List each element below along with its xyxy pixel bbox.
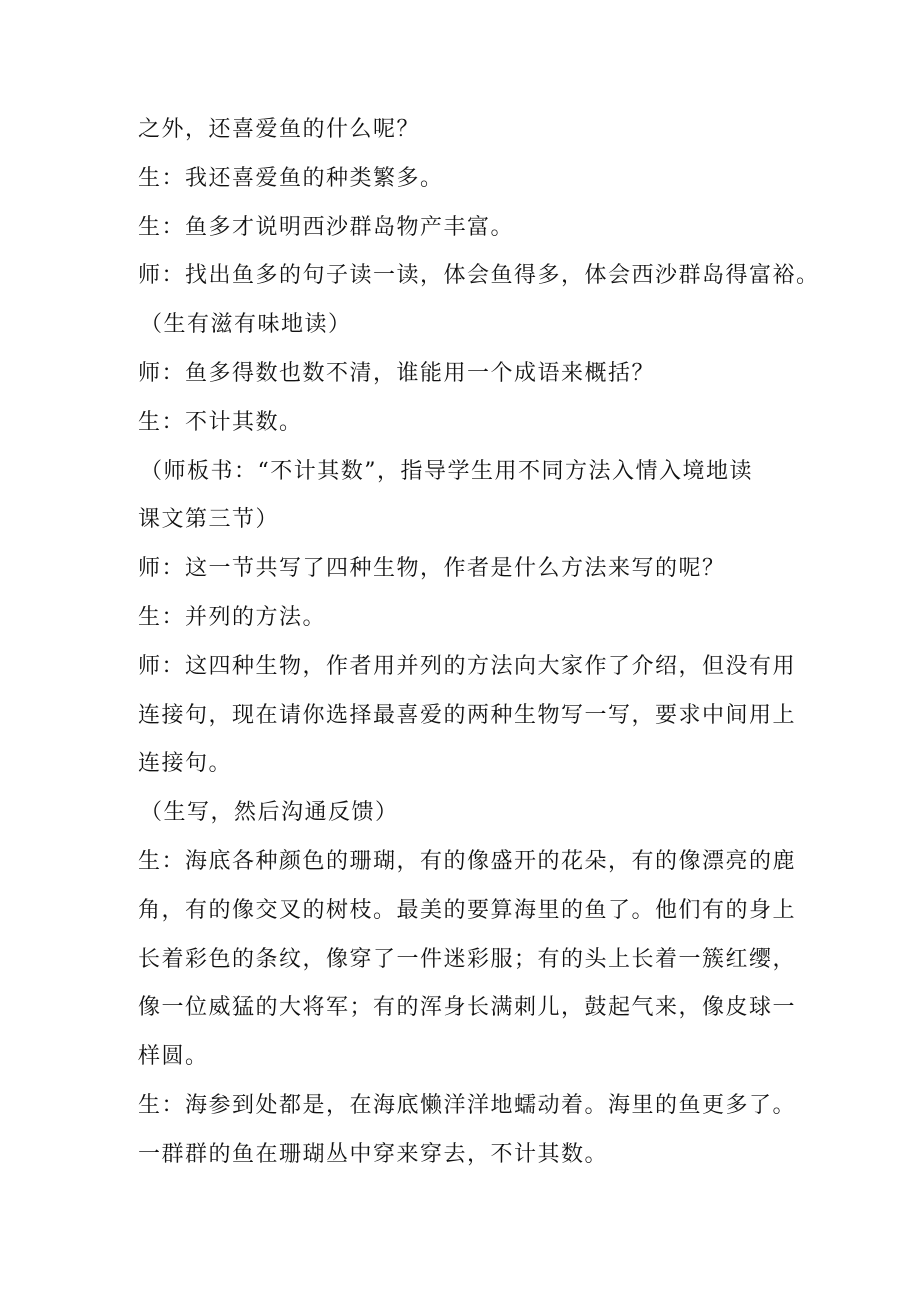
text-line: 样圆。 (138, 1044, 209, 1070)
text-line: 长着彩色的条纹，像穿了一件迷彩服；有的头上长着一簇红缨， (138, 946, 797, 972)
text-line: （师板书：“不计其数”，指导学生用不同方法入情入境地读 (140, 458, 753, 484)
text-line: 生：海底各种颜色的珊瑚，有的像盛开的花朵，有的像漂亮的鹿 (138, 848, 797, 874)
text-line: 课文第三节） (138, 507, 280, 533)
text-line: 生：我还喜爱鱼的种类繁多。 (138, 165, 444, 191)
text-line: 师：找出鱼多的句子读一读，体会鱼得多，体会西沙群岛得富裕。 (138, 263, 820, 289)
text-line: 师：这一节共写了四种生物，作者是什么方法来写的呢？ (138, 556, 726, 582)
text-line: 生：海参到处都是，在海底懒洋洋地蠕动着。海里的鱼更多了。 (138, 1092, 797, 1118)
text-line: （生写，然后沟通反馈） (140, 800, 399, 826)
text-line: （生有滋有味地读） (140, 312, 352, 338)
text-line: 连接句，现在请你选择最喜爱的两种生物写一写，要求中间用上 (138, 702, 797, 728)
document-body (138, 106, 820, 1180)
text-line: 角，有的像交叉的树枝。最美的要算海里的鱼了。他们有的身上 (138, 897, 797, 923)
text-line: 连接句。 (138, 751, 233, 777)
text-line: 像一位威猛的大将军；有的浑身长满刺儿，鼓起气来，像皮球一 (138, 995, 797, 1021)
text-line: 生：并列的方法。 (138, 604, 327, 630)
text-line: 师：这四种生物，作者用并列的方法向大家作了介绍，但没有用 (138, 653, 797, 679)
text-line: 师：鱼多得数也数不清，谁能用一个成语来概括？ (138, 360, 656, 386)
text-line: 之外，还喜爱鱼的什么呢？ (138, 117, 421, 142)
text-line: 一群群的鱼在珊瑚丛中穿来穿去，不计其数。 (138, 1141, 609, 1167)
text-line: 生：不计其数。 (138, 409, 303, 435)
text-line: 生：鱼多才说明西沙群岛物产丰富。 (138, 214, 515, 240)
